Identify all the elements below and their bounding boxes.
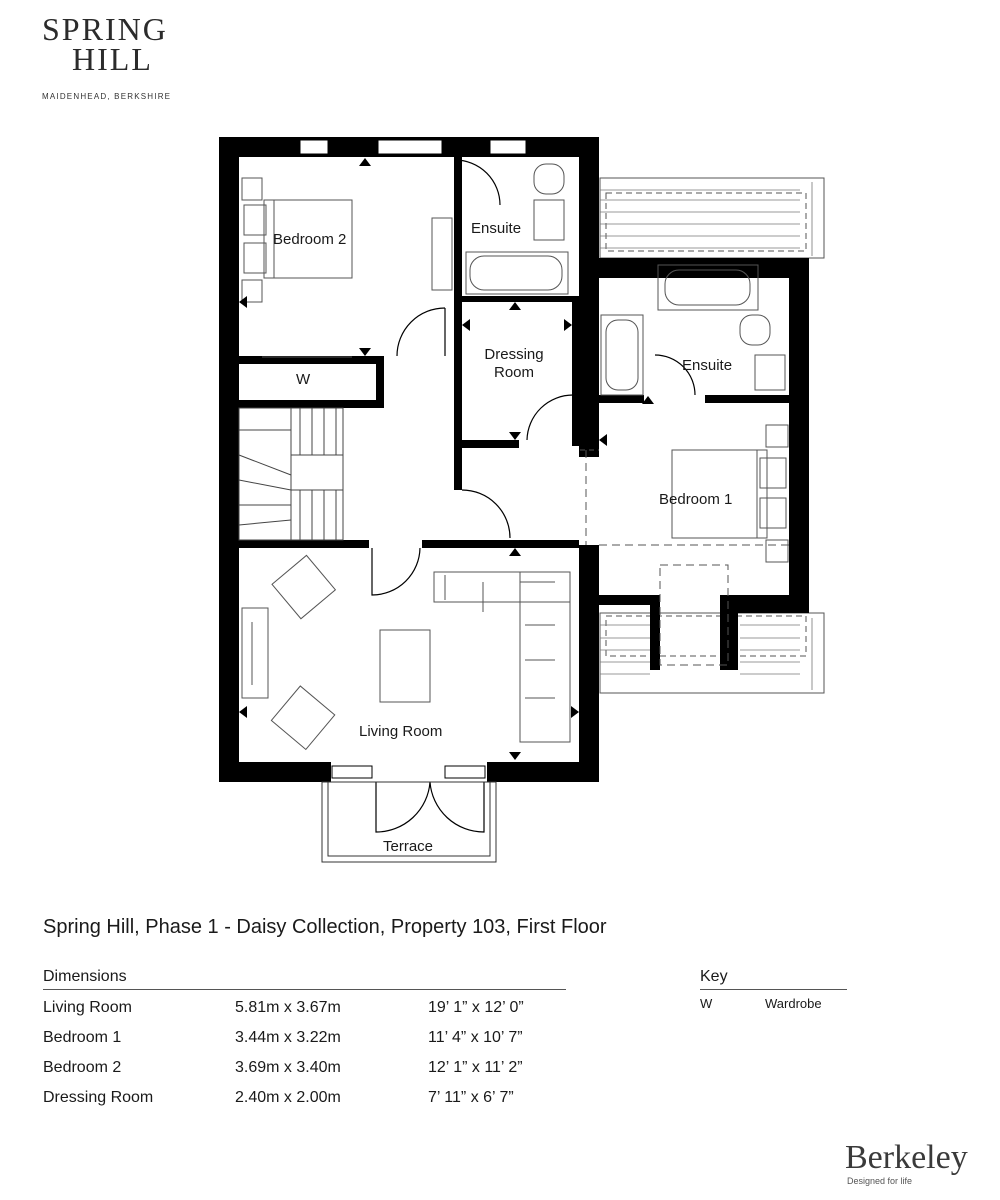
- developer-tagline: Designed for life: [847, 1176, 913, 1186]
- label-wardrobe: W: [296, 371, 311, 388]
- label-dressing-line-2: Room: [493, 364, 535, 381]
- brand-line-1: SPRING: [42, 11, 168, 47]
- label-ensuite-top: Ensuite: [471, 220, 522, 237]
- label-dressing-line-1: Dressing: [484, 346, 544, 363]
- dim-imperial: 11’ 4” x 10’ 7”: [428, 1029, 523, 1046]
- label-ensuite-right: Ensuite: [682, 357, 733, 374]
- plan-title: Spring Hill, Phase 1 - Daisy Collection, Property 103, First Floor: [43, 916, 607, 938]
- table-row: [43, 990, 566, 1020]
- dim-imperial: 19’ 1” x 12’ 0”: [428, 999, 524, 1016]
- developer-logo-name: Berkeley: [845, 1139, 968, 1176]
- dim-metric: 2.40m x 2.00m: [235, 1089, 341, 1106]
- table-row: [700, 990, 847, 1012]
- label-terrace: Terrace: [383, 838, 434, 855]
- dim-imperial: 7’ 11” x 6’ 7”: [428, 1089, 514, 1106]
- table-row: [43, 1080, 566, 1110]
- dim-imperial: 12’ 1” x 11’ 2”: [428, 1059, 523, 1076]
- key-meaning: Wardrobe: [765, 996, 822, 1011]
- bed-bedroom-1: [580, 425, 789, 665]
- dim-room: Living Room: [43, 999, 132, 1016]
- table-row: [43, 1020, 566, 1050]
- label-living-room: Living Room: [359, 723, 443, 740]
- key-table: [700, 968, 847, 1012]
- dim-metric: 3.69m x 3.40m: [235, 1059, 341, 1076]
- staircase: [239, 408, 343, 540]
- dim-room: Dressing Room: [43, 1089, 154, 1106]
- key-heading: Key: [700, 968, 847, 990]
- developer-logo: [845, 1139, 968, 1186]
- dim-room: Bedroom 1: [43, 1029, 122, 1046]
- label-bedroom-1: Bedroom 1: [659, 491, 733, 508]
- dimensions-heading: Dimensions: [43, 968, 566, 990]
- label-bedroom-2: Bedroom 2: [273, 231, 347, 248]
- dim-metric: 5.81m x 3.67m: [235, 999, 341, 1016]
- key-code: W: [700, 996, 713, 1011]
- table-row: [43, 1050, 566, 1080]
- dim-room: Bedroom 2: [43, 1059, 122, 1076]
- dim-metric: 3.44m x 3.22m: [235, 1029, 341, 1046]
- brand-location: MAIDENHEAD, BERKSHIRE: [42, 92, 172, 101]
- living-room-furniture: [242, 555, 570, 749]
- brand-line-2: HILL: [72, 41, 153, 77]
- dimensions-table: [43, 968, 566, 1110]
- balcony-top-right-inner: [606, 193, 806, 251]
